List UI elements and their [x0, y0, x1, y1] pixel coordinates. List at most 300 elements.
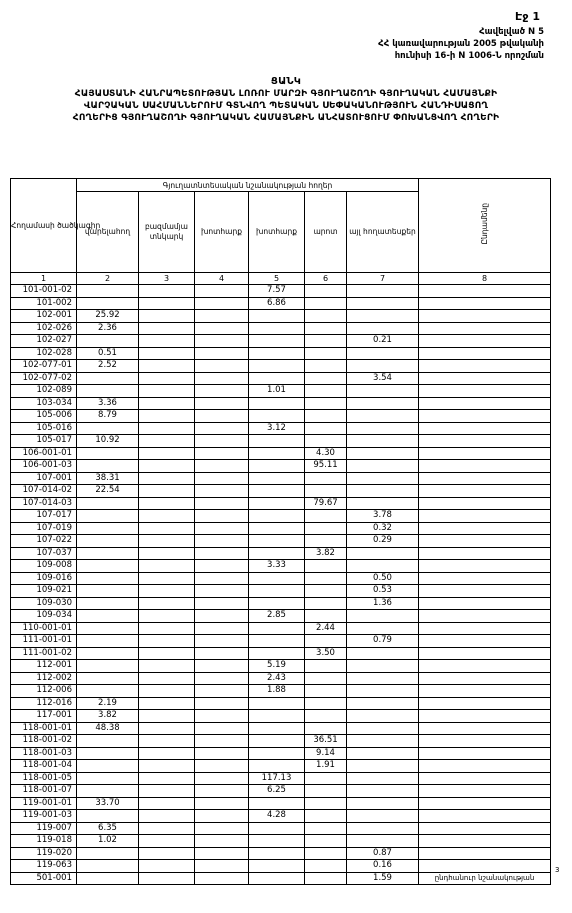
cell-value — [77, 372, 139, 385]
cell-value: 0.29 — [347, 535, 419, 548]
cell-value — [347, 547, 419, 560]
cell-code: 109-021 — [11, 585, 77, 598]
cell-value — [419, 735, 551, 748]
cell-code: 111-001-01 — [11, 635, 77, 648]
document-title — [0, 76, 572, 124]
cell-value — [139, 472, 195, 485]
cell-value: 1.01 — [249, 385, 305, 398]
table-row — [11, 422, 551, 435]
cell-value — [419, 597, 551, 610]
cell-value — [305, 847, 347, 860]
cell-code: 118-001-03 — [11, 747, 77, 760]
page-number: Էջ 1 — [515, 10, 540, 23]
cell-value — [139, 297, 195, 310]
table-row — [11, 335, 551, 348]
cell-value — [139, 810, 195, 823]
cell-value — [419, 535, 551, 548]
table-row — [11, 285, 551, 298]
cell-value — [419, 397, 551, 410]
cell-value — [139, 847, 195, 860]
cell-value — [195, 385, 249, 398]
cell-value — [139, 322, 195, 335]
cell-value: 36.51 — [305, 735, 347, 748]
colnum-7: 7 — [347, 273, 419, 285]
cell-value — [347, 460, 419, 473]
cell-value: 10.92 — [77, 435, 139, 448]
colnum-1: 1 — [11, 273, 77, 285]
cell-value — [347, 722, 419, 735]
cell-value — [347, 360, 419, 373]
cell-value — [419, 772, 551, 785]
margin-mark: 3 — [555, 866, 560, 874]
cell-value — [305, 685, 347, 698]
cell-value — [195, 297, 249, 310]
header-hayfield-a: խոտհարք — [195, 192, 249, 273]
cell-value — [305, 810, 347, 823]
table-row — [11, 847, 551, 860]
cell-value — [347, 285, 419, 298]
cell-code: 117-001 — [11, 710, 77, 723]
cell-value — [419, 422, 551, 435]
cell-code: 118-001-04 — [11, 760, 77, 773]
cell-value — [347, 685, 419, 698]
cell-value — [139, 372, 195, 385]
cell-value: 2.19 — [77, 697, 139, 710]
cell-value — [419, 747, 551, 760]
cell-value — [139, 285, 195, 298]
cell-value — [249, 397, 305, 410]
cell-value — [419, 710, 551, 723]
cell-code: 107-017 — [11, 510, 77, 523]
cell-value — [305, 297, 347, 310]
cell-value: 2.85 — [249, 610, 305, 623]
cell-value — [419, 360, 551, 373]
cell-value — [249, 710, 305, 723]
table-row — [11, 697, 551, 710]
cell-value — [195, 535, 249, 548]
cell-value — [347, 772, 419, 785]
cell-value — [77, 460, 139, 473]
cell-value — [139, 710, 195, 723]
cell-value — [77, 785, 139, 798]
header-group: Գյուղատնտեսական նշանակության հողեր — [77, 179, 419, 192]
cell-value — [305, 772, 347, 785]
annex-line-2: ՀՀ կառավարության 2005 թվականի — [378, 39, 544, 49]
cell-value: 2.52 — [77, 360, 139, 373]
cell-value — [77, 872, 139, 885]
cell-value: 1.02 — [77, 835, 139, 848]
cell-value: 6.35 — [77, 822, 139, 835]
cell-value — [139, 610, 195, 623]
cell-value — [195, 797, 249, 810]
cell-value: 2.43 — [249, 672, 305, 685]
cell-value — [305, 560, 347, 573]
cell-value — [305, 597, 347, 610]
cell-value — [195, 760, 249, 773]
cell-value — [419, 797, 551, 810]
cell-value — [419, 297, 551, 310]
cell-value — [139, 585, 195, 598]
cell-value — [419, 860, 551, 873]
cell-value — [249, 447, 305, 460]
cell-value — [419, 460, 551, 473]
cell-code: 118-001-05 — [11, 772, 77, 785]
cell-value — [139, 522, 195, 535]
cell-code: 102-001 — [11, 310, 77, 323]
colnum-2: 2 — [77, 273, 139, 285]
cell-value — [77, 497, 139, 510]
colnum-6: 6 — [305, 273, 347, 285]
cell-value — [419, 610, 551, 623]
cell-value — [347, 385, 419, 398]
cell-value — [195, 685, 249, 698]
cell-value — [139, 872, 195, 885]
cell-value — [419, 385, 551, 398]
table-row — [11, 822, 551, 835]
cell-value — [139, 422, 195, 435]
cell-value — [139, 460, 195, 473]
cell-value — [195, 635, 249, 648]
cell-value — [305, 572, 347, 585]
cell-value — [305, 310, 347, 323]
cell-value — [419, 335, 551, 348]
cell-value — [195, 622, 249, 635]
cell-value: 6.25 — [249, 785, 305, 798]
cell-value — [305, 822, 347, 835]
cell-value — [195, 597, 249, 610]
cell-value — [347, 610, 419, 623]
cell-value — [249, 522, 305, 535]
cell-value — [139, 560, 195, 573]
cell-value — [139, 672, 195, 685]
cell-value — [305, 510, 347, 523]
cell-value — [77, 335, 139, 348]
cell-value — [419, 697, 551, 710]
cell-code: 101-001-02 — [11, 285, 77, 298]
cell-value — [139, 397, 195, 410]
cell-value — [249, 872, 305, 885]
cell-value — [419, 310, 551, 323]
cell-value: 1.59 — [347, 872, 419, 885]
header-code: Հողամասի ծածկագիր — [11, 179, 77, 273]
cell-value: 9.14 — [305, 747, 347, 760]
cell-value — [139, 685, 195, 698]
land-table — [10, 178, 551, 885]
cell-value — [77, 447, 139, 460]
cell-code: 112-006 — [11, 685, 77, 698]
cell-value — [305, 385, 347, 398]
cell-value — [77, 510, 139, 523]
cell-value — [347, 735, 419, 748]
table-row — [11, 610, 551, 623]
cell-value — [139, 572, 195, 585]
cell-value — [305, 397, 347, 410]
table-row — [11, 497, 551, 510]
cell-value — [305, 722, 347, 735]
table-row — [11, 660, 551, 673]
cell-value — [249, 347, 305, 360]
cell-code: 112-001 — [11, 660, 77, 673]
cell-value — [77, 585, 139, 598]
cell-value — [139, 635, 195, 648]
table-row — [11, 722, 551, 735]
table-row — [11, 835, 551, 848]
cell-code: 107-037 — [11, 547, 77, 560]
cell-value — [305, 372, 347, 385]
cell-value — [249, 360, 305, 373]
cell-value — [305, 535, 347, 548]
cell-value — [195, 572, 249, 585]
cell-value — [249, 372, 305, 385]
cell-code: 109-016 — [11, 572, 77, 585]
cell-value — [347, 660, 419, 673]
cell-value: 3.82 — [77, 710, 139, 723]
cell-value — [249, 310, 305, 323]
cell-value — [347, 497, 419, 510]
table-row — [11, 810, 551, 823]
table-row — [11, 360, 551, 373]
cell-value — [347, 797, 419, 810]
cell-value — [77, 422, 139, 435]
table-row — [11, 397, 551, 410]
cell-value — [249, 622, 305, 635]
table-row — [11, 747, 551, 760]
cell-value — [249, 322, 305, 335]
cell-value — [195, 785, 249, 798]
cell-value — [419, 285, 551, 298]
cell-value — [77, 747, 139, 760]
cell-value — [347, 472, 419, 485]
cell-value — [77, 610, 139, 623]
table-row — [11, 572, 551, 585]
cell-value — [419, 347, 551, 360]
table-body — [11, 285, 551, 885]
cell-value: ընդհանուր նշանակության — [419, 872, 551, 885]
cell-value: 3.50 — [305, 647, 347, 660]
cell-value — [347, 310, 419, 323]
cell-value: 0.79 — [347, 635, 419, 648]
table-row — [11, 485, 551, 498]
cell-value — [195, 810, 249, 823]
cell-value — [419, 822, 551, 835]
cell-value — [139, 410, 195, 423]
cell-value: 95.11 — [305, 460, 347, 473]
table-row — [11, 547, 551, 560]
cell-value — [419, 810, 551, 823]
cell-value — [195, 872, 249, 885]
cell-code: 118-001-02 — [11, 735, 77, 748]
cell-value — [347, 697, 419, 710]
cell-value — [249, 535, 305, 548]
cell-code: 103-034 — [11, 397, 77, 410]
cell-value — [305, 585, 347, 598]
cell-value — [249, 722, 305, 735]
cell-value — [139, 747, 195, 760]
title-line-2: ՀԱՅԱՍՏԱՆԻ ՀԱՆՐԱՊԵՏՈՒԹՅԱՆ ԼՈՌՈՒ ՄԱՐԶԻ ԳՅՈՒՂԱՇՈՂԻ ԳՅՈՒՂԱԿԱՆ ՀԱՄԱՅՆՔԻ — [74, 89, 498, 99]
table-row — [11, 472, 551, 485]
cell-value — [195, 472, 249, 485]
cell-value — [347, 560, 419, 573]
cell-value — [77, 810, 139, 823]
cell-value — [195, 322, 249, 335]
cell-value — [305, 422, 347, 435]
cell-code: 111-001-02 — [11, 647, 77, 660]
cell-value — [195, 822, 249, 835]
cell-value: 7.57 — [249, 285, 305, 298]
cell-value — [195, 835, 249, 848]
cell-value: 22.54 — [77, 485, 139, 498]
cell-value — [195, 735, 249, 748]
cell-value — [249, 597, 305, 610]
table-row — [11, 860, 551, 873]
cell-value — [195, 860, 249, 873]
cell-value — [195, 610, 249, 623]
cell-value — [195, 722, 249, 735]
cell-value — [419, 622, 551, 635]
land-table-wrapper — [10, 178, 550, 885]
cell-value — [249, 647, 305, 660]
cell-value — [347, 710, 419, 723]
cell-code: 110-001-01 — [11, 622, 77, 635]
cell-value — [305, 672, 347, 685]
cell-code: 102-028 — [11, 347, 77, 360]
cell-value — [419, 847, 551, 860]
cell-value — [195, 522, 249, 535]
cell-value — [249, 760, 305, 773]
cell-code: 109-034 — [11, 610, 77, 623]
cell-value: 1.88 — [249, 685, 305, 698]
cell-code: 102-077-02 — [11, 372, 77, 385]
cell-value — [139, 660, 195, 673]
cell-value: 0.51 — [77, 347, 139, 360]
cell-value — [305, 860, 347, 873]
cell-value: 1.36 — [347, 597, 419, 610]
annex-line-1: Հավելված N 5 — [479, 27, 544, 37]
cell-value — [347, 672, 419, 685]
table-row — [11, 522, 551, 535]
cell-value — [77, 547, 139, 560]
cell-value — [77, 522, 139, 535]
table-row — [11, 435, 551, 448]
cell-code: 107-014-03 — [11, 497, 77, 510]
cell-value: 0.53 — [347, 585, 419, 598]
cell-value — [139, 547, 195, 560]
cell-value — [195, 672, 249, 685]
cell-value: 4.30 — [305, 447, 347, 460]
cell-value: 3.36 — [77, 397, 139, 410]
cell-code: 102-026 — [11, 322, 77, 335]
cell-value — [419, 522, 551, 535]
cell-value: 25.92 — [77, 310, 139, 323]
cell-value — [347, 747, 419, 760]
cell-value: 4.28 — [249, 810, 305, 823]
cell-value — [139, 722, 195, 735]
cell-value — [195, 347, 249, 360]
cell-value — [419, 572, 551, 585]
table-row — [11, 735, 551, 748]
cell-value — [195, 547, 249, 560]
cell-value — [77, 560, 139, 573]
cell-value — [77, 297, 139, 310]
cell-value: 5.19 — [249, 660, 305, 673]
cell-value — [77, 635, 139, 648]
cell-value — [195, 747, 249, 760]
cell-value — [195, 460, 249, 473]
cell-value — [419, 322, 551, 335]
cell-value — [139, 622, 195, 635]
cell-code: 119-007 — [11, 822, 77, 835]
cell-value — [195, 497, 249, 510]
cell-value — [195, 847, 249, 860]
cell-value — [305, 347, 347, 360]
cell-value — [195, 585, 249, 598]
cell-value: 3.54 — [347, 372, 419, 385]
cell-code: 112-016 — [11, 697, 77, 710]
cell-value: 2.36 — [77, 322, 139, 335]
cell-value — [77, 385, 139, 398]
cell-value — [195, 422, 249, 435]
cell-value — [419, 660, 551, 673]
table-row — [11, 685, 551, 698]
cell-value — [139, 822, 195, 835]
cell-value — [249, 460, 305, 473]
cell-value — [139, 360, 195, 373]
table-row — [11, 372, 551, 385]
cell-value — [139, 860, 195, 873]
annex-line-3: հունիսի 16-ի N 1006-Ն որոշման — [394, 51, 544, 61]
header-perennial: բազմամյա տնկարկ — [139, 192, 195, 273]
title-line-1: ՑԱՆԿ — [270, 76, 302, 87]
cell-value — [419, 560, 551, 573]
cell-value — [139, 310, 195, 323]
table-row — [11, 760, 551, 773]
cell-value: 3.82 — [305, 547, 347, 560]
table-row — [11, 297, 551, 310]
cell-value — [305, 435, 347, 448]
cell-value — [139, 785, 195, 798]
cell-value — [77, 660, 139, 673]
cell-value — [419, 510, 551, 523]
cell-value — [139, 835, 195, 848]
cell-value — [249, 835, 305, 848]
cell-value: 0.21 — [347, 335, 419, 348]
cell-value: 6.86 — [249, 297, 305, 310]
table-row — [11, 872, 551, 885]
cell-value — [249, 547, 305, 560]
cell-value — [419, 722, 551, 735]
cell-code: 501-001 — [11, 872, 77, 885]
header-other-land: այլ հողատեսքեր — [347, 192, 419, 273]
cell-value — [305, 635, 347, 648]
colnum-5: 5 — [249, 273, 305, 285]
table-row — [11, 797, 551, 810]
cell-code: 119-001-03 — [11, 810, 77, 823]
cell-value — [305, 610, 347, 623]
cell-value — [195, 485, 249, 498]
table-row — [11, 322, 551, 335]
cell-code: 107-001 — [11, 472, 77, 485]
cell-value — [195, 447, 249, 460]
cell-value — [347, 485, 419, 498]
cell-value: 117.13 — [249, 772, 305, 785]
cell-value — [419, 647, 551, 660]
cell-value — [249, 497, 305, 510]
cell-value — [249, 572, 305, 585]
cell-code: 102-077-01 — [11, 360, 77, 373]
cell-code: 101-002 — [11, 297, 77, 310]
cell-value — [249, 735, 305, 748]
cell-value — [419, 635, 551, 648]
